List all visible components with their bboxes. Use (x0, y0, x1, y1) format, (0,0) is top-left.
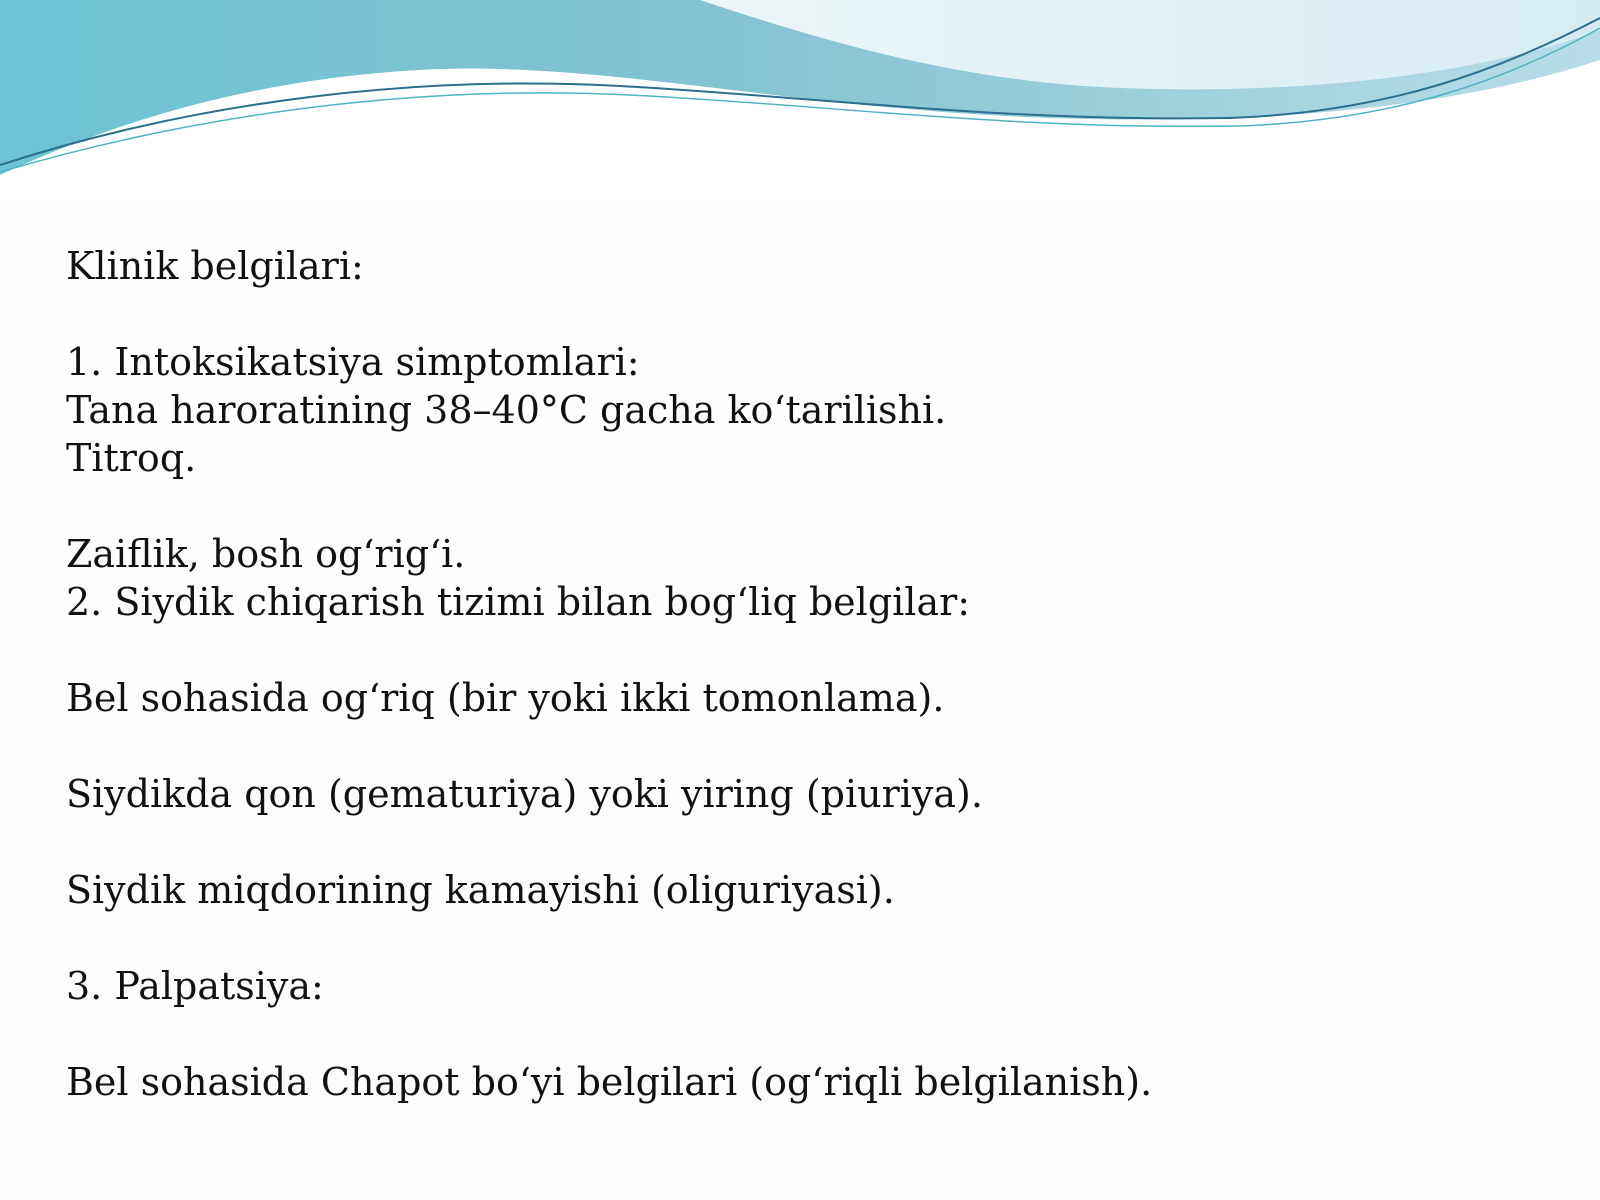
spacer (66, 1010, 1526, 1058)
text-line: Titroq. (66, 436, 197, 480)
text-line: Bel sohasida Chapot bo‘yi belgilari (og‘riqli belgilanish). (66, 1060, 1153, 1104)
text-line: Bel sohasida og‘riq (bir yoki ikki tomonlama). (66, 676, 945, 720)
spacer (66, 914, 1526, 962)
spacer (66, 626, 1526, 674)
spacer (66, 290, 1526, 338)
spacer (66, 722, 1526, 770)
section-palpation: 3. Palpatsiya: (66, 964, 324, 1008)
section-intoxication: 1. Intoksikatsiya simptomlari: (66, 340, 640, 384)
text-line: Zaiflik, bosh og‘rig‘i. (66, 532, 466, 576)
section-urinary-signs: 2. Siydik chiqarish tizimi bilan bog‘liq belgilar: (66, 580, 971, 624)
heading-clinical-signs: Klinik belgilari: (66, 244, 364, 288)
text-line: Siydik miqdorining kamayishi (oliguriyasi). (66, 868, 895, 912)
text-line: Tana haroratining 38–40°C gacha ko‘tarilishi. (66, 388, 947, 432)
spacer (66, 482, 1526, 530)
text-line: Siydikda qon (gematuriya) yoki yiring (piuriya). (66, 772, 983, 816)
decorative-wave-header (0, 0, 1600, 200)
spacer (66, 818, 1526, 866)
slide-body (66, 242, 1526, 1106)
